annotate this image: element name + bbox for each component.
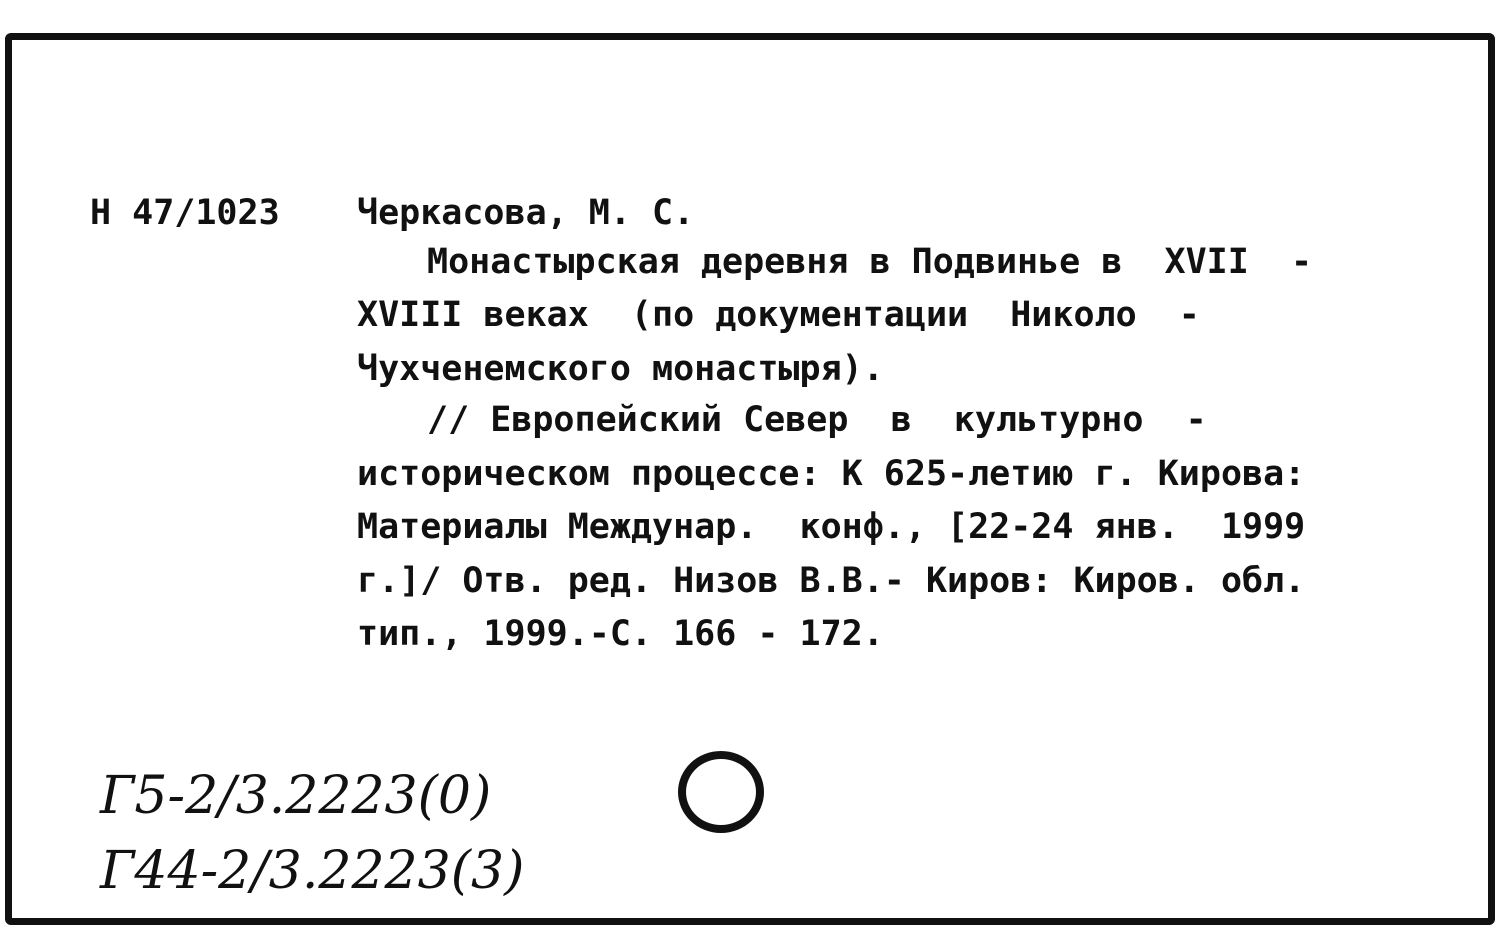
author-heading: Черкасова, М. С.: [357, 193, 695, 233]
handwritten-index-2: Г44-2/3.2223(3): [100, 841, 525, 901]
punch-hole: [678, 751, 764, 833]
source-line-4: г.]/ Отв. ред. Низов В.В.- Киров: Киров. обл.: [357, 561, 1306, 601]
call-number: Н 47/1023: [90, 193, 280, 233]
source-line-2: историческом процессе: К 625-летию г. Кирова:: [357, 454, 1306, 494]
title-line-1: Монастырская деревня в Подвинье в XVII -: [427, 242, 1313, 282]
handwritten-index-1: Г5-2/3.2223(0): [100, 766, 492, 826]
source-line-5: тип., 1999.-С. 166 - 172.: [357, 614, 884, 654]
source-line-3: Материалы Междунар. конф., [22-24 янв. 1999: [357, 507, 1306, 547]
title-line-2: XVIII веках (по документации Николо -: [357, 295, 1200, 335]
title-line-3: Чухченемского монастыря).: [357, 349, 884, 389]
source-line-1: // Европейский Север в культурно -: [427, 400, 1207, 440]
